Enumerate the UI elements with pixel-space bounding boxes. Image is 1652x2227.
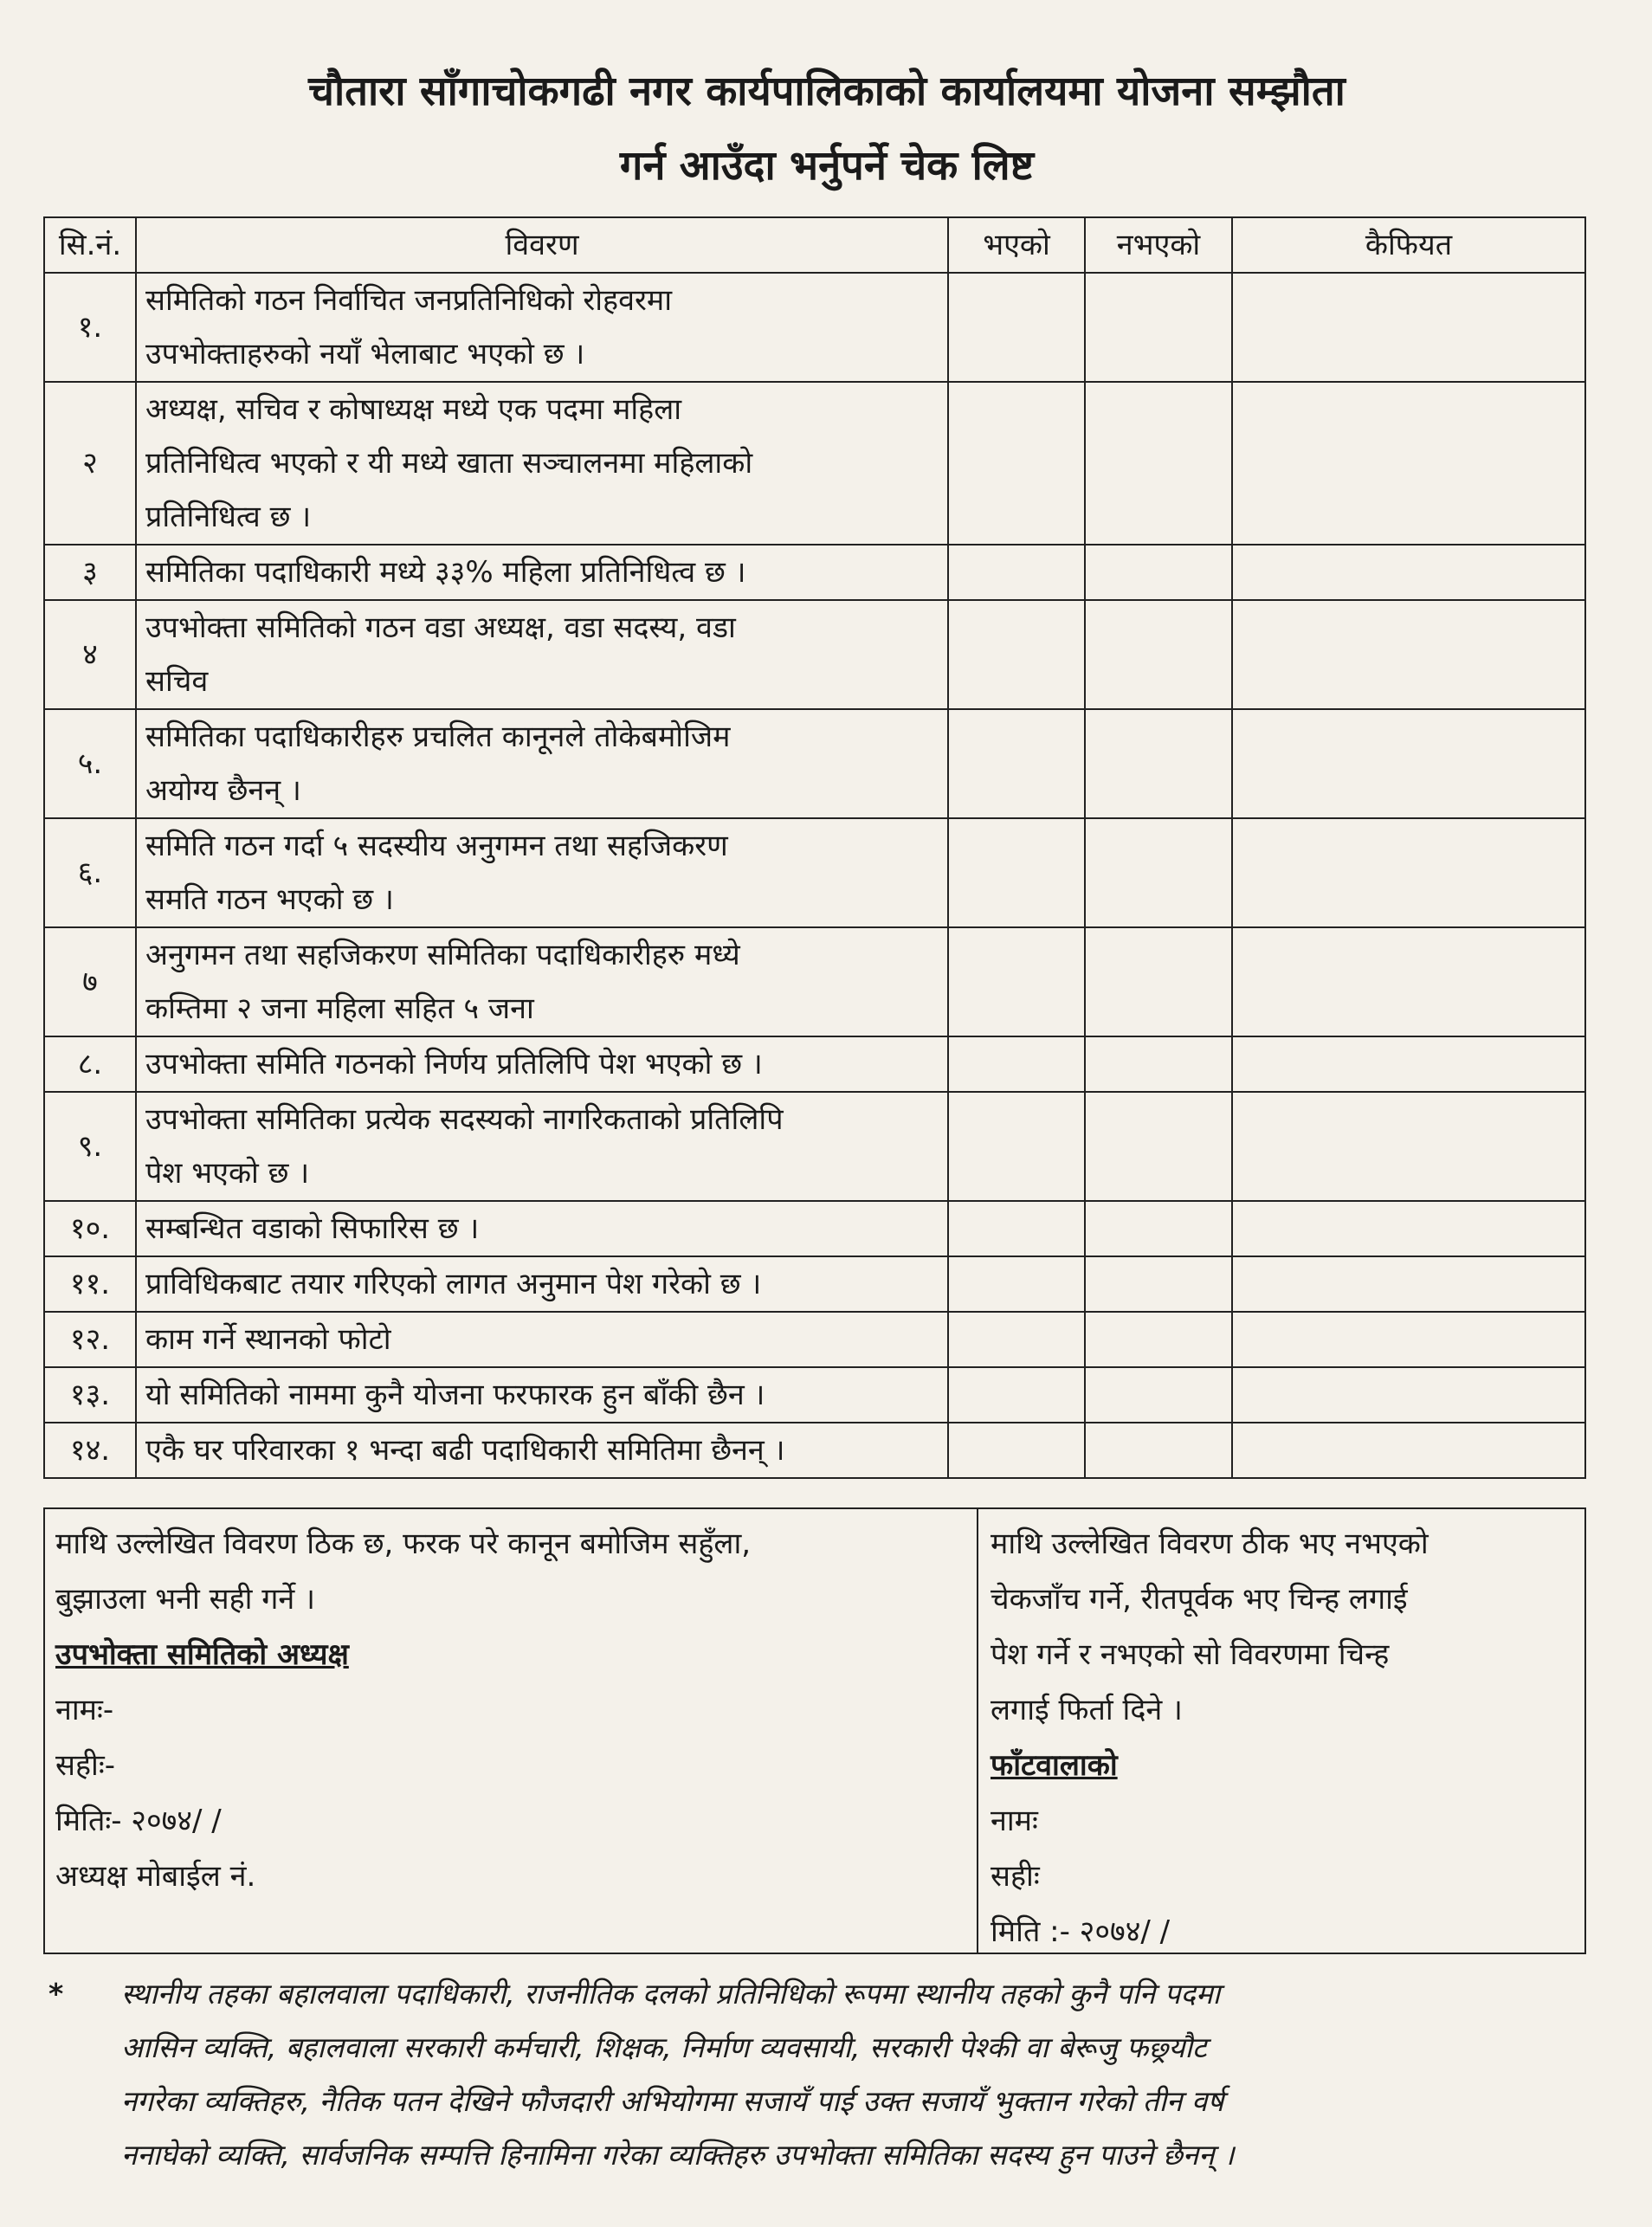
footnote-asterisk: * — [48, 1977, 64, 2011]
footnote-line: आसिन व्यक्ति, बहालवाला सरकारी कर्मचारी, शिक्षक, निर्माण व्यवसायी, सरकारी पेश्की वा बेरूजु फछ्र्यौट — [121, 2030, 1207, 2064]
declaration-text-line: लगाई फिर्ता दिने । — [991, 1693, 1183, 1727]
no-cell[interactable] — [1085, 1201, 1232, 1256]
row-description-line: प्रतिनिधित्व भएको र यी मध्ये खाता सञ्चालनमा महिलाको — [145, 446, 753, 481]
yes-cell[interactable] — [948, 273, 1085, 382]
row-serial-number: ५. — [44, 709, 136, 818]
table-row — [44, 818, 1585, 927]
yes-cell[interactable] — [948, 1092, 1085, 1201]
no-cell[interactable] — [1085, 1312, 1232, 1367]
page-title-line-1: चौतारा साँगाचोकगढी नगर कार्यपालिकाको कार्यालयमा योजना सम्झौता — [308, 68, 1345, 115]
row-description-line: प्रतिनिधित्व छ । — [145, 500, 312, 534]
row-description-line: प्राविधिकबाट तयार गरिएको लागत अनुमान पेश गरेको छ । — [145, 1267, 762, 1301]
footnote — [43, 1967, 1602, 2182]
row-description-line: काम गर्ने स्थानको फोटो — [145, 1322, 391, 1357]
table-row — [44, 1367, 1585, 1423]
yes-cell[interactable] — [948, 1036, 1085, 1092]
chairperson-declaration — [45, 1509, 978, 1953]
remarks-cell[interactable] — [1232, 1367, 1585, 1423]
row-serial-number: ३ — [44, 545, 136, 600]
row-description-line: उपभोक्ताहरुको नयाँ भेलाबाट भएको छ । — [145, 337, 585, 371]
table-row — [44, 545, 1585, 600]
clerk-heading: फाँटवालाको — [991, 1748, 1118, 1783]
yes-cell[interactable] — [948, 600, 1085, 709]
date-field[interactable]: मिति :- २०७४/ / — [991, 1914, 1171, 1949]
yes-cell[interactable] — [948, 1367, 1085, 1423]
signature-field[interactable]: सहीः — [991, 1859, 1040, 1894]
yes-cell[interactable] — [948, 545, 1085, 600]
footnote-line: नगरेका व्यक्तिहरु, नैतिक पतन देखिने फौजदारी अभियोगमा सजायँ पाई उक्त सजायँ भुक्तान गरेको तीन वर्ष — [121, 2084, 1224, 2118]
row-serial-number: ४ — [44, 600, 136, 709]
table-row — [44, 1036, 1585, 1092]
row-description — [136, 273, 948, 382]
remarks-cell[interactable] — [1232, 1423, 1585, 1478]
row-serial-number: ८. — [44, 1036, 136, 1092]
no-cell[interactable] — [1085, 600, 1232, 709]
row-description — [136, 382, 948, 545]
yes-cell[interactable] — [948, 382, 1085, 545]
no-cell[interactable] — [1085, 1036, 1232, 1092]
yes-cell[interactable] — [948, 1423, 1085, 1478]
row-serial-number: २ — [44, 382, 136, 545]
table-row — [44, 1256, 1585, 1312]
row-serial-number: १०. — [44, 1201, 136, 1256]
no-cell[interactable] — [1085, 545, 1232, 600]
row-description — [136, 600, 948, 709]
yes-cell[interactable] — [948, 1256, 1085, 1312]
no-cell[interactable] — [1085, 818, 1232, 927]
table-row — [44, 600, 1585, 709]
row-description — [136, 818, 948, 927]
row-description-line: यो समितिको नाममा कुनै योजना फरफारक हुन बाँकी छैन । — [145, 1378, 765, 1412]
table-row — [44, 927, 1585, 1036]
header-remarks: कैफियत — [1232, 217, 1585, 273]
yes-cell[interactable] — [948, 709, 1085, 818]
row-serial-number: ९. — [44, 1092, 136, 1201]
no-cell[interactable] — [1085, 1367, 1232, 1423]
row-description-line: समितिका पदाधिकारीहरु प्रचलित कानूनले तोकेबमोजिम — [145, 720, 731, 754]
row-serial-number: १२. — [44, 1312, 136, 1367]
row-serial-number: १. — [44, 273, 136, 382]
clerk-declaration — [978, 1509, 1584, 1953]
row-description — [136, 1423, 948, 1478]
remarks-cell[interactable] — [1232, 600, 1585, 709]
remarks-cell[interactable] — [1232, 382, 1585, 545]
row-description — [136, 545, 948, 600]
row-description — [136, 1256, 948, 1312]
header-no: नभएको — [1085, 217, 1232, 273]
checklist-table — [43, 216, 1586, 1479]
table-row — [44, 1092, 1585, 1201]
no-cell[interactable] — [1085, 709, 1232, 818]
row-description — [136, 1367, 948, 1423]
table-row — [44, 709, 1585, 818]
row-description-line: सचिव — [145, 664, 209, 699]
no-cell[interactable] — [1085, 1092, 1232, 1201]
row-description — [136, 927, 948, 1036]
footnote-line: स्थानीय तहका बहालवाला पदाधिकारी, राजनीतिक दलको प्रतिनिधिको रूपमा स्थानीय तहको कुनै पनि पदमा — [121, 1977, 1221, 2011]
page-title-line-2: गर्न आउँदा भर्नुपर्ने चेक लिष्ट — [619, 142, 1035, 190]
remarks-cell[interactable] — [1232, 1201, 1585, 1256]
row-serial-number: १४. — [44, 1423, 136, 1478]
no-cell[interactable] — [1085, 927, 1232, 1036]
declaration-text-line: पेश गर्ने र नभएको सो विवरणमा चिन्ह — [991, 1637, 1390, 1672]
date-field[interactable]: मितिः- २०७४/ / — [55, 1804, 222, 1838]
header-description: विवरण — [136, 217, 948, 273]
row-serial-number: १३. — [44, 1367, 136, 1423]
row-description-line: कम्तिमा २ जना महिला सहित ५ जना — [145, 991, 534, 1026]
no-cell[interactable] — [1085, 273, 1232, 382]
remarks-cell[interactable] — [1232, 273, 1585, 382]
declaration-text-line: चेकजाँच गर्ने, रीतपूर्वक भए चिन्ह लगाई — [991, 1582, 1408, 1617]
row-serial-number: ११. — [44, 1256, 136, 1312]
row-description-line: समिति गठन गर्दा ५ सदस्यीय अनुगमन तथा सहजिकरण — [145, 829, 728, 863]
no-cell[interactable] — [1085, 1256, 1232, 1312]
remarks-cell[interactable] — [1232, 1256, 1585, 1312]
signature-field[interactable]: सहीः- — [55, 1748, 115, 1783]
row-description-line: समितिको गठन निर्वाचित जनप्रतिनिधिको रोहवरमा — [145, 283, 673, 318]
table-row — [44, 1201, 1585, 1256]
footnote-line: ननाघेको व्यक्ति, सार्वजनिक सम्पत्ति हिनामिना गरेका व्यक्तिहरु उपभोक्ता समितिका सदस्य हुन पाउने छैनन् । — [121, 2138, 1235, 2172]
row-description-line: उपभोक्ता समितिका प्रत्येक सदस्यको नागरिकताको प्रतिलिपि — [145, 1102, 784, 1137]
name-field[interactable]: नामः — [991, 1804, 1038, 1838]
row-description-line: उपभोक्ता समिति गठनको निर्णय प्रतिलिपि पेश भएको छ । — [145, 1047, 763, 1081]
no-cell[interactable] — [1085, 382, 1232, 545]
remarks-cell[interactable] — [1232, 1092, 1585, 1201]
yes-cell[interactable] — [948, 1201, 1085, 1256]
declaration-text-line: माथि उल्लेखित विवरण ठिक छ, फरक परे कानून बमोजिम सहुँला, — [55, 1527, 752, 1561]
declaration-text-line: बुझाउला भनी सही गर्ने । — [55, 1582, 315, 1617]
table-row — [44, 273, 1585, 382]
row-description-line: अध्यक्ष, सचिव र कोषाध्यक्ष मध्ये एक पदमा महिला — [145, 392, 682, 427]
row-description — [136, 1092, 948, 1201]
chairperson-heading: उपभोक्ता समितिको अध्यक्ष — [55, 1637, 349, 1672]
declaration-box — [43, 1507, 1586, 1954]
row-serial-number: ६. — [44, 818, 136, 927]
remarks-cell[interactable] — [1232, 709, 1585, 818]
row-description-line: अनुगमन तथा सहजिकरण समितिका पदाधिकारीहरु मध्ये — [145, 938, 740, 972]
row-description-line: अयोग्य छैनन् । — [145, 773, 301, 808]
remarks-cell[interactable] — [1232, 818, 1585, 927]
row-description-line: उपभोक्ता समितिको गठन वडा अध्यक्ष, वडा सदस्य, वडा — [145, 610, 736, 645]
header-sn: सि.नं. — [44, 217, 136, 273]
no-cell[interactable] — [1085, 1423, 1232, 1478]
remarks-cell[interactable] — [1232, 545, 1585, 600]
yes-cell[interactable] — [948, 927, 1085, 1036]
yes-cell[interactable] — [948, 818, 1085, 927]
yes-cell[interactable] — [948, 1312, 1085, 1367]
table-row — [44, 1423, 1585, 1478]
row-description — [136, 709, 948, 818]
row-description-line: सम्बन्धित वडाको सिफारिस छ । — [145, 1211, 480, 1246]
row-description — [136, 1201, 948, 1256]
row-description-line: समति गठन भएको छ । — [145, 882, 394, 917]
table-row — [44, 1312, 1585, 1367]
row-description-line: समितिका पदाधिकारी मध्ये ३३% महिला प्रतिनिधित्व छ । — [145, 555, 746, 590]
table-header-row — [44, 217, 1585, 273]
remarks-cell[interactable] — [1232, 1036, 1585, 1092]
declaration-text-line: माथि उल्लेखित विवरण ठीक भए नभएको — [991, 1527, 1429, 1561]
row-description-line: एकै घर परिवारका १ भन्दा बढी पदाधिकारी समितिमा छैनन् । — [145, 1433, 785, 1468]
name-field[interactable]: नामः- — [55, 1693, 114, 1727]
row-description-line: पेश भएको छ । — [145, 1156, 310, 1191]
row-serial-number: ७ — [44, 927, 136, 1036]
table-row — [44, 382, 1585, 545]
row-description — [136, 1036, 948, 1092]
header-yes: भएको — [948, 217, 1085, 273]
row-description — [136, 1312, 948, 1367]
remarks-cell[interactable] — [1232, 1312, 1585, 1367]
remarks-cell[interactable] — [1232, 927, 1585, 1036]
mobile-field[interactable]: अध्यक्ष मोबाईल नं. — [55, 1859, 256, 1894]
